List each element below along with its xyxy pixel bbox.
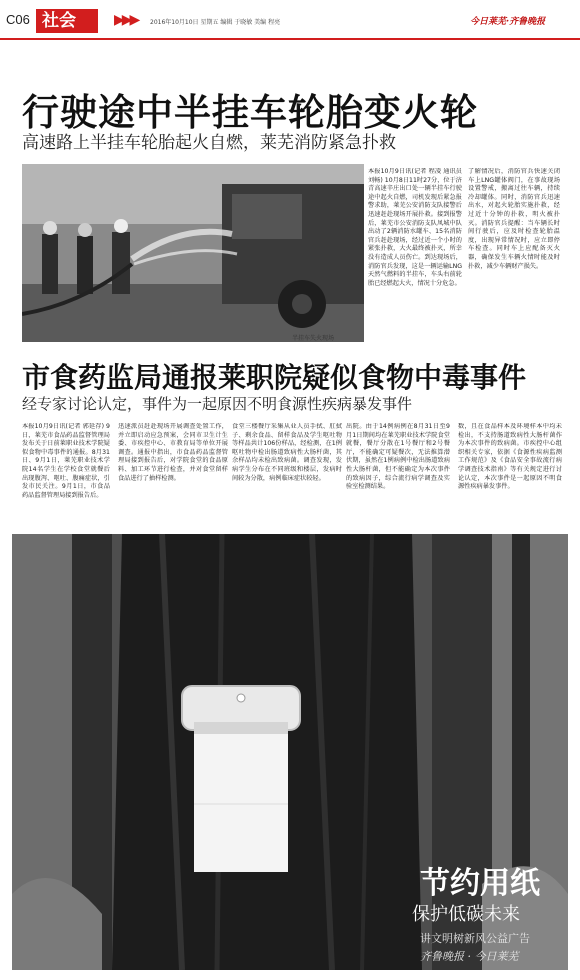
section-label[interactable]: 社会 [36,9,98,33]
page-number: C06 [6,12,30,27]
masthead-logo: 今日莱芜·齐鲁晚报 [470,17,546,27]
article-body-column: 数，且在食品样本及环境样本中均未检出，不支持肠道致病性大肠杆菌作为本次事件的致病菌。市疾控中心组织相关专家，依据《食源性疾病监测工作规范》及《食品安全事故流行病学调查技术指南》等有关规定进行讨论认定，本次事件是一起原因不明食源性疾病暴发事件。 [458,423,562,491]
chevron-right-icon: ▶▶▶ [114,12,138,28]
toilet-paper-icon [180,684,302,874]
article-headline[interactable]: 行驶途中半挂车轮胎变火轮 [22,91,478,134]
ad-note: 讲文明树新风公益广告 [420,932,530,945]
article-body-column: 了解情况后，消防官兵快速关闭车上LNG罐体阀门，在事故现场设置警戒，搬离过往车辆，持续冷却罐体。同时，消防官兵迅速出水，对起火轮胎实施扑救，经过近十分钟的扑救，明火被扑灭。消防官兵提醒：当车辆长时间行驶后，应及时检查轮胎温度，出现异常情况时，应立即停车检查。同时车上应配备灭火器，确保发生车辆火情时能及时扑救，减少车辆财产损失。 [468,168,560,270]
article-headline[interactable]: 市食药监局通报莱职院疑似食物中毒事件 [22,361,527,394]
issue-meta: 2016年10月10日 星期五 编辑 于晓敏 美编 程亮 [150,19,281,26]
fire-scene-illustration [22,164,364,342]
article-body-column: 出院。由于14例病例在8月31日至9月1日期间均在莱芜职业技术学院食堂就餐，餐厅分散在1号餐厅和2号餐厅，不能确定可疑餐次，无法推算潜伏期，虽然在1例病例中检出肠道致病性大肠杆菌，但不能确定为本次事件的致病因子，综合流行病学调查及实验室检测结果。 [346,423,450,491]
article-body-column: 本报10月9日讯(记者 程凌 通讯员 刘畅) 10月8日11时27分，位于济青高速辛庄出口处一辆半挂车行驶途中起火自燃，司机发现后紧急报警求助，莱芜公安消防支队接警后迅速赶赴现场开展扑救。接到报警后，莱芜市公安消防支队凤城中队出动了2辆消防水罐车、15名消防官兵赶赴现场，经过近一个小时的紧张扑救，大火最终被扑灭，所幸没有造成人员伤亡。到达现场后，消防官兵发现，这是一辆运输LNG天然气燃料的半挂车，车头右前轮胎已经燃起大火，情况十分危急。 [368,168,462,287]
fire-scene-photo [22,164,364,342]
ad-subslogan: 保护低碳未来 [412,904,520,925]
ad-slogan: 节约用纸 [420,866,540,901]
header-divider [0,38,580,40]
article-body-column: 本报10月9日讯(记者 郭延存) 9日，莱芜市食品药品监督管理局发布关于日前莱职业技术学院疑似食物中毒事件的通报。8月31日、9月1日，莱芜职业技术学院14名学生在学校食堂就餐后出现腹泻、呕吐、腹痛症状，引发市民关注。9月1日，市食品药品监督管理局接到报告后。 [22,423,110,499]
ad-logo: 齐鲁晚报 · 今日莱芜 [420,950,519,963]
page-header [0,0,580,40]
photo-caption: 半挂车失火现场 [292,335,335,342]
article-body-column: 迅速派员赶赴现场开展调查处置工作，并立即启动应急预案，会同市卫生计生委、市疾控中心、市教育局等单位开展调查。通报中指出，市食品药品监督管理局接到报告后，对学院食堂的食品原料、加工环节进行检查，并对食堂留样食品进行了抽样检测。 [118,423,228,482]
article-subhead: 高速路上半挂车轮胎起火自燃，莱芜消防紧急扑救 [22,133,396,153]
article-body-column: 食堂三楼餐厅采集从业人员手拭、肛拭子、剩余食品、留样食品及学生呕吐物等样品共计106份样品，经检测，在1例呕吐物中检出肠道致病性大肠杆菌，其余样品均未检出致病菌。调查发现，发病学生分布在不同班级和楼层，发病时间较为分散，病例临床症状较轻。 [232,423,342,482]
article-subhead: 经专家讨论认定，事件为一起原因不明食源性疾病暴发事件 [22,395,413,413]
